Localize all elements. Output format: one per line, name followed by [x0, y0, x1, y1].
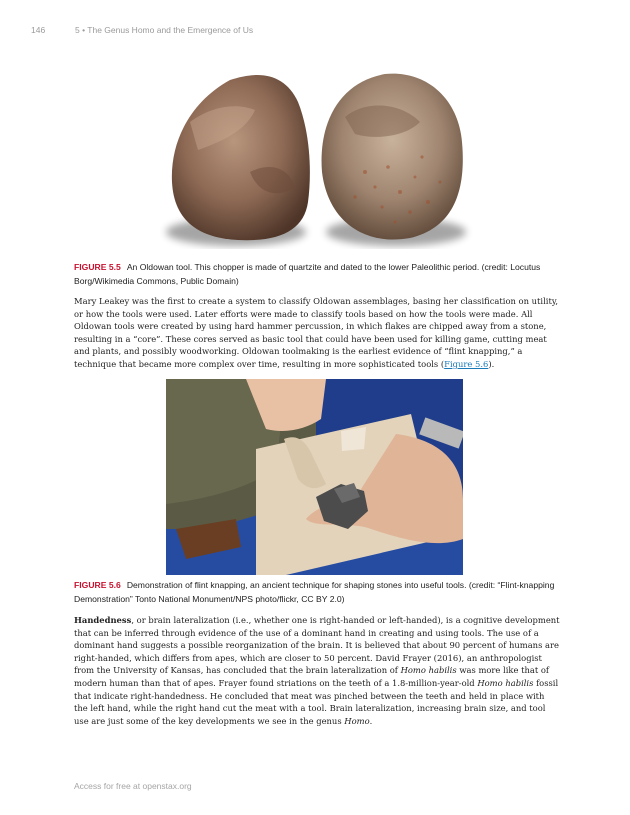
caption-text: An Oldowan tool. This chopper is made of quartzite and dated to the lower Paleolithic period. (credit: Locutus Borg/Wikimedia Commons, Public Domain)	[74, 262, 541, 286]
page-number: 146	[31, 25, 46, 35]
oldowan-chopper-photo	[160, 62, 473, 254]
paragraph-text: Mary Leakey was the first to create a system to classify Oldowan assemblages, basing her classification on utility, or how the tools were used. Later efforts were made to classify tools based on how the tools were made. All Oldowan tools were created by using hard hammer percussion, in which flakes are chipped away from a stone, resulting in a “core”. These cores served as basic tool that could have been used for killing game, cutting meat and plants, and possibly woodworking. Oldowan toolmaking is the earliest evidence of “flint knapping,” a technique that became more complex over time, resulting in more sophisticated tools (	[74, 296, 559, 369]
key-term: Handedness	[74, 615, 132, 625]
flint-knapping-photo	[166, 379, 463, 575]
genus-name: Homo	[344, 715, 370, 726]
chopper-right-stone	[322, 74, 463, 240]
figure-5-5-caption	[74, 261, 564, 288]
figure-5-5-image	[160, 62, 473, 254]
figure-5-6-link[interactable]: Figure 5.6	[444, 358, 489, 369]
caption-text: Demonstration of flint knapping, an ancient technique for shaping stones into useful tools. (credit: “Flint-knapping Demonstration” Tonto National Monument/NPS photo/flickr, CC BY 2.0)	[74, 580, 555, 604]
paragraph-end: ).	[488, 358, 495, 369]
species-name: Homo habilis	[477, 677, 534, 688]
footer-access-text[interactable]: Access for free at openstax.org	[74, 781, 192, 791]
figure-5-6-image	[166, 379, 463, 575]
chopper-left-stone	[172, 75, 310, 240]
paragraph-text: was more like that of modern human than that of apes. Frayer found striations on the teeth of a 1.8-million-year-old	[74, 665, 550, 688]
figure-label: FIGURE 5.6	[74, 580, 121, 590]
species-name: Homo habilis	[400, 665, 457, 676]
paragraph-text: , or brain lateralization (i.e., whether one is right-handed or left-handed), is a cognitive development that can be inferred through evidence of the use of a dominant hand in creating and using tools. The use of a dominant hand suggests a possible reorganization of the brain. It is believed that about 90 percent of humans are right-handed, which differs from apes, which are closer to 50 percent. David Frayer (2016), an anthropologist from the University of Kansas, has concluded that the brain lateralization of	[74, 615, 560, 676]
body-paragraph	[74, 614, 560, 727]
chapter-title: 5 • The Genus Homo and the Emergence of Us	[75, 25, 254, 35]
paragraph-text: .	[369, 715, 373, 726]
paragraph-text: fossil that indicate right-handedness. He concluded that meat was pinched between the teeth and held in place with the left hand, while the right hand cut the meat with a tool. Brain lateralization, increasing brain size, and tool use are just some of the key developments we see in the genus	[74, 677, 559, 726]
body-paragraph	[74, 295, 560, 371]
figure-5-6-caption	[74, 579, 564, 606]
figure-label: FIGURE 5.5	[74, 262, 121, 272]
